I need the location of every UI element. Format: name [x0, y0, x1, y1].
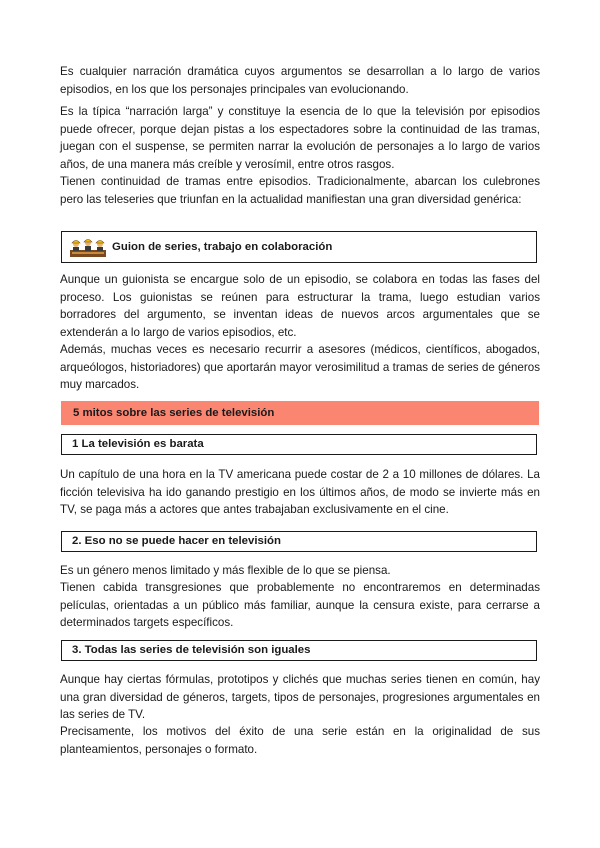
intro-paragraph-2: Es la típica “narración larga” y constituye la esencia de lo que la televisión por episodios puede ofrecer, porque dejan pistas a los espectadores sobre la continuidad de las tramas, juegan con el suspense, se permiten narrar la evolución de personajes a lo largo de varios años, de una manera más creíble y verosímil, entre otros rasgos.	[60, 105, 540, 171]
guion-paragraph-1: Aunque un guionista se encargue solo de un episodio, se colabora en todas las fases del proceso. Los guionistas se reúnen para estructurar la trama, luego estudian varios borradores del argumento, se inventan ideas de nuevos arcos argumentales que se extenderán a lo largo de varios episodios, etc.	[60, 273, 540, 339]
myth-2-title: 2. Eso no se puede hacer en televisión	[72, 535, 281, 547]
myth-1-title: 1 La televisión es barata	[72, 438, 204, 450]
myth-3-paragraph-1: Aunque hay ciertas fórmulas, prototipos y clichés que muchas series tienen en común, hay una gran diversidad de géneros, targets, tipos de personajes, progresiones argumentales en las series de TV.	[60, 673, 540, 722]
myth-3-heading	[61, 640, 537, 661]
section-guion-heading	[61, 231, 537, 263]
intro-paragraph-3: Tienen continuidad de tramas entre episodios. Tradicionalmente, abarcan los culebrones pero las teleseries que triunfan en la actualidad manifiestan una gran diversidad genérica:	[60, 175, 540, 206]
intro-paragraph-1: Es cualquier narración dramática cuyos argumentos se desarrollan a lo largo de varios episodios, en los que los personajes principales van evolucionando.	[60, 65, 540, 96]
myth-1-heading	[61, 434, 537, 455]
myth-3-title: 3. Todas las series de televisión son iguales	[72, 644, 311, 656]
myth-2-paragraph-1: Es un género menos limitado y más flexible de lo que se piensa.	[60, 564, 391, 577]
myth-3-paragraph-2: Precisamente, los motivos del éxito de una serie están en la originalidad de sus planteamientos, personajes o formato.	[60, 725, 540, 756]
guion-paragraph-2: Además, muchas veces es necesario recurrir a asesores (médicos, científicos, abogados, arqueólogos, historiadores) que aportarán mayor verosimilitud a tramas de series de géneros muy marcados.	[60, 343, 540, 392]
myth-2-heading	[61, 531, 537, 552]
myth-1-paragraph: Un capítulo de una hora en la TV americana puede costar de 2 a 10 millones de dólares. La ficción televisiva ha ido ganando prestigio en los últimos años, de modo se invierte más en TV, se paga más a actores que antes trabajaban exclusivamente en el cine.	[60, 468, 540, 517]
section-guion-title: Guion de series, trabajo en colaboración	[112, 241, 333, 253]
myth-2-paragraph-2: Tienen cabida transgresiones que probablemente no encontraremos en determinadas películas, orientadas a un público más familiar, aunque la censura existe, para cerrarse a determinados targets específicos.	[60, 581, 540, 630]
myths-banner-title: 5 mitos sobre las series de televisión	[73, 407, 275, 419]
team-workers-icon	[70, 237, 106, 257]
myths-banner	[61, 401, 539, 425]
